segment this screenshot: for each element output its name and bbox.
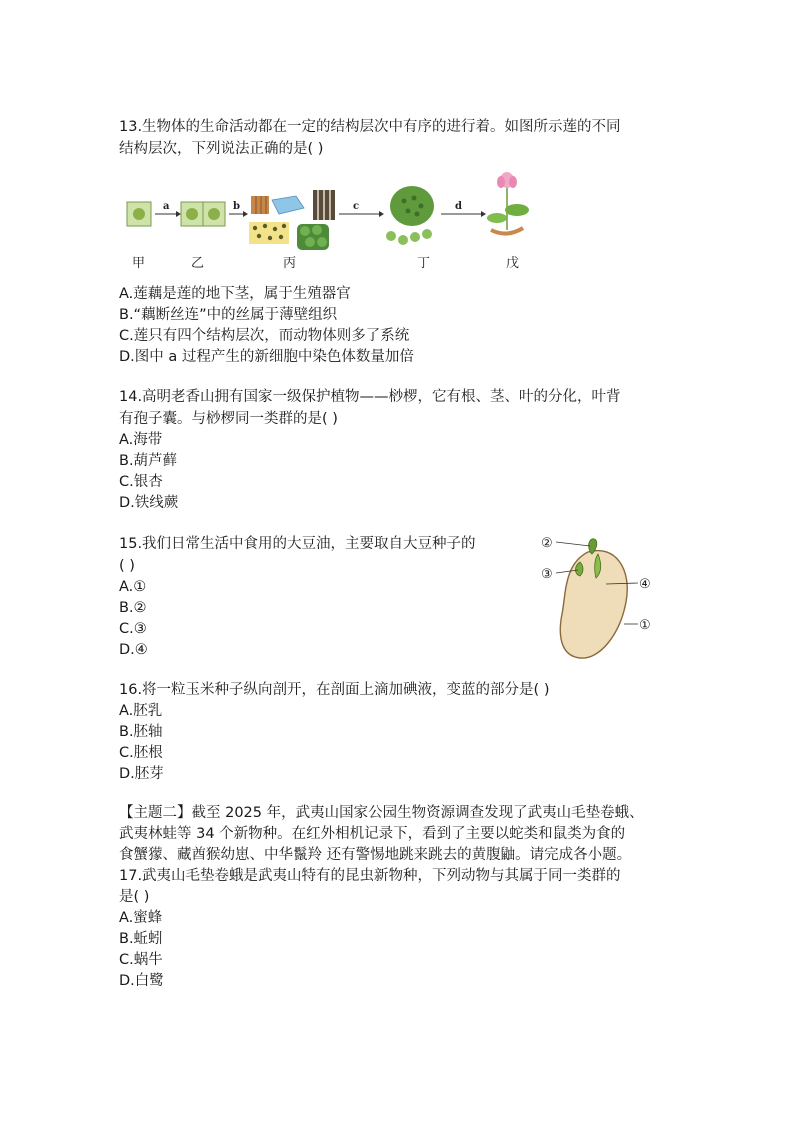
q14-option-b: B.葫芦藓 [119, 453, 178, 469]
arrow-d [441, 201, 486, 217]
q14-stem-line-2: 有孢子囊。与桫椤同一类群的是( ) [119, 411, 338, 427]
label-ding: 丁 [417, 256, 431, 271]
q16-option-c: C.胚根 [119, 745, 163, 761]
arrow-c-label: c [353, 201, 360, 212]
arrow-a [155, 201, 181, 217]
theme2-line-3: 食蟹獴、藏酋猴幼崽、中华鬣羚 还有警惕地跳来跳去的黄腹鼬。请完成各小题。 [119, 847, 632, 863]
q14-stem-line-1: 14.高明老香山拥有国家一级保护植物——桫椤，它有根、茎、叶的分化，叶背 [119, 389, 621, 405]
tissues-icon [249, 190, 335, 250]
q15-option-d: D.④ [119, 642, 148, 658]
q14-option-a: A.海带 [119, 432, 163, 448]
arrow-a-label: a [163, 201, 170, 212]
seed-label-2: ② [541, 536, 553, 551]
q15-stem-line-2: ( ) [119, 558, 135, 574]
seed-label-3: ③ [541, 567, 553, 582]
seed-body-icon [560, 551, 627, 659]
q15-option-a: A.① [119, 579, 147, 595]
q15-option-c: C.③ [119, 621, 147, 637]
arrow-c [339, 201, 384, 217]
q16-option-a: A.胚乳 [119, 703, 163, 719]
q13-option-a: A.莲藕是莲的地下茎，属于生殖器官 [119, 286, 351, 302]
q13-stem-line-1: 13.生物体的生命活动都在一定的结构层次中有序的进行着。如图所示莲的不同 [119, 119, 621, 135]
theme2-line-2: 武夷林蛙等 34 个新物种。在红外相机记录下，看到了主要以蛇类和鼠类为食的 [119, 826, 626, 842]
q16-option-d: D.胚芽 [119, 766, 164, 782]
lotus-plant-icon [487, 172, 529, 234]
q13-option-d: D.图中 a 过程产生的新细胞中染色体数量加倍 [119, 349, 414, 365]
arrow-b [229, 201, 248, 217]
soybean-seed-diagram [536, 530, 666, 665]
q16-stem-line-1: 16.将一粒玉米种子纵向剖开，在剖面上滴加碘液，变蓝的部分是( ) [119, 682, 550, 698]
q13-option-b: B.“藕断丝连”中的丝属于薄壁组织 [119, 307, 338, 323]
q13-stem-line-2: 结构层次，下列说法正确的是( ) [119, 141, 324, 157]
q17-stem-line-1: 17.武夷山毛垫卷蛾是武夷山特有的昆虫新物种，下列动物与其属于同一类群的 [119, 868, 621, 884]
q17-option-c: C.蜗牛 [119, 952, 163, 968]
seed-label-1: ① [639, 618, 651, 633]
q15-option-b: B.② [119, 600, 147, 616]
arrow-d-label: d [455, 201, 462, 212]
arrow-b-label: b [233, 201, 240, 212]
label-wu: 戊 [506, 256, 520, 271]
q17-stem-line-2: 是( ) [119, 889, 150, 905]
label-bing: 丙 [283, 256, 297, 271]
q14-option-d: D.铁线蕨 [119, 495, 179, 511]
q17-option-a: A.蜜蜂 [119, 910, 163, 926]
two-cells-icon [181, 202, 225, 226]
q15-stem-line-1: 15.我们日常生活中食用的大豆油，主要取自大豆种子的 [119, 536, 476, 552]
organs-icon [386, 186, 434, 245]
q17-option-d: D.白鹭 [119, 973, 164, 989]
label-jia: 甲 [132, 256, 146, 271]
q16-option-b: B.胚轴 [119, 724, 163, 740]
cell-icon [127, 202, 151, 226]
q17-option-b: B.蚯蚓 [119, 931, 163, 947]
label-yi: 乙 [191, 256, 205, 271]
seed-label-4: ④ [639, 577, 651, 592]
lotus-structure-diagram [119, 168, 539, 276]
q14-option-c: C.银杏 [119, 474, 163, 490]
q13-option-c: C.莲只有四个结构层次，而动物体则多了系统 [119, 328, 410, 344]
theme2-line-1: 【主题二】截至 2025 年，武夷山国家公园生物资源调查发现了武夷山毛垫卷蛾、 [119, 805, 644, 821]
